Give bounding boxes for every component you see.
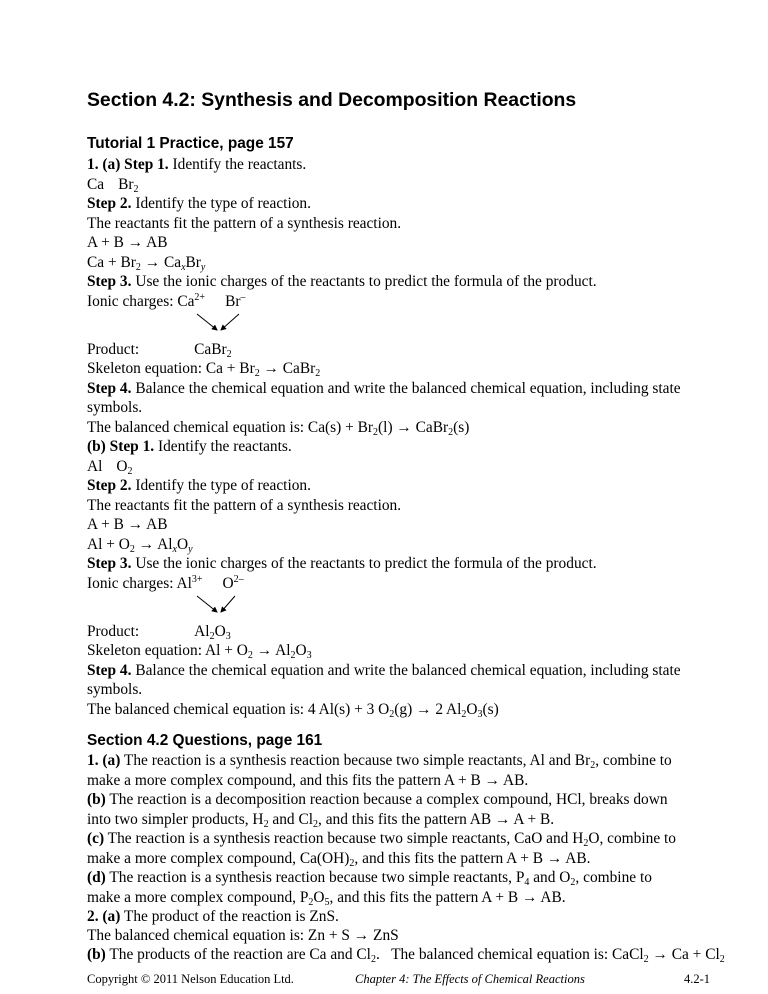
a-pattern-text: The reactants fit the pattern of a synthesis reaction. bbox=[87, 215, 402, 232]
section-title: Section 4.2: Synthesis and Decomposition Reactions bbox=[87, 89, 577, 111]
q2b-label: (b) bbox=[87, 946, 106, 963]
a-charges-line: Ionic charges: $Ca^{2+}$ Br– bbox=[87, 292, 246, 310]
a-step4-line: Step 4. Balance the chemical equation and write the balanced chemical equation, including state bbox=[87, 380, 681, 397]
b-crossover-arrows bbox=[87, 590, 287, 620]
q1d-line2: make a more complex compound, $P_2O_5$, and this fits the pattern A + B → AB. bbox=[87, 889, 566, 908]
b-balanced-line: The balanced chemical equation is: 4 Al(s) + 3 $O_2(g) \to 2$ $Al_2O_3(s)$ bbox=[87, 701, 499, 720]
q2b-text: The products of the reaction are Ca and Cl bbox=[109, 946, 371, 963]
q2a-eq: The balanced chemical equation is: Zn + S → ZnS bbox=[87, 927, 399, 944]
b-general-eq: $Al + O_2 \to Al_xO_y$ bbox=[87, 536, 193, 555]
q1b-line2: into two simpler products, $H_2$ and $Cl_2$, and this fits the pattern AB → A + B. bbox=[87, 811, 555, 830]
a-balanced-line: The balanced chemical equation is: $Ca(s) + Br_2(l)$ → CaBr$_2$(s) bbox=[87, 419, 470, 438]
a-step1-text: Identify the reactants. bbox=[172, 156, 307, 173]
b-product-line: Product: $Al_2O_3$ bbox=[87, 623, 231, 642]
b-pattern-eq: A + B → AB bbox=[87, 516, 168, 533]
page-footer bbox=[87, 972, 711, 990]
a-product-line: Product: CaBr$_2$ bbox=[87, 341, 232, 360]
q2b-block bbox=[87, 945, 725, 965]
q1a-line2: make a more complex compound, and this fits the pattern A + B → AB. bbox=[87, 772, 529, 789]
a-reactant2: Br bbox=[118, 176, 134, 193]
q1c-line2: make a more complex compound, $Ca(OH)_2$, and this fits the pattern A + B → AB. bbox=[87, 850, 591, 869]
questions-heading: Section 4.2 Questions, page 161 bbox=[87, 732, 323, 749]
b-pattern-text: The reactants fit the pattern of a synthesis reaction. bbox=[87, 497, 402, 514]
tutorial-heading: Tutorial 1 Practice, page 157 bbox=[87, 135, 294, 152]
q1a-line1: 1. (a) The reaction is a synthesis reaction because two simple reactants, Al and $Br_2$, combine to bbox=[87, 752, 672, 771]
b-step1-line: (b) Step 1. Identify the reactants. bbox=[87, 438, 292, 455]
a-step3-line: Step 3. Use the ionic charges of the reactants to predict the formula of the product. bbox=[87, 273, 597, 290]
a-crossover-arrows bbox=[87, 308, 287, 338]
footer-chapter: Chapter 4: The Effects of Chemical Reactions bbox=[355, 972, 585, 986]
b-skeleton-line: Skeleton equation: $Al + O_2 \to Al_2O_3$ bbox=[87, 642, 312, 661]
b-reactants-line: Al $O_2$ bbox=[87, 458, 133, 477]
b-charges-line: Ionic charges: $Al^{3+}$ $O^{2-}$ bbox=[87, 574, 244, 592]
b-step2-line: Step 2. Identify the type of reaction. bbox=[87, 477, 311, 494]
footer-copyright: Copyright © 2011 Nelson Education Ltd. bbox=[87, 972, 294, 986]
q2b-line1: (b) The products of the reaction are Ca and $Cl_2$. The balanced chemical equation is: CaCl$_2$ → $Ca + Cl_2$ bbox=[87, 946, 725, 965]
a-q-label: 1. (a) Step 1. bbox=[87, 156, 169, 173]
a-reactant1: Ca bbox=[87, 176, 105, 193]
b-step3-line: Step 3. Use the ionic charges of the reactants to predict the formula of the product. bbox=[87, 555, 597, 572]
b-step4-line2: symbols. bbox=[87, 681, 143, 698]
a-step2-line: Step 2. Identify the type of reaction. bbox=[87, 195, 311, 212]
q1b-line1: (b) The reaction is a decomposition reaction because a complex compound, HCl, breaks down bbox=[87, 791, 668, 808]
q1c-line1: (c) The reaction is a synthesis reaction because two simple reactants, CaO and $H_2O$, combine to bbox=[87, 830, 676, 849]
a-pattern-eq: A + B → AB bbox=[87, 234, 168, 251]
q2a-line1: 2. (a) The product of the reaction is ZnS. bbox=[87, 908, 339, 925]
q2b-eq: The balanced chemical equation is: CaCl bbox=[391, 946, 644, 963]
b-step4-line: Step 4. Balance the chemical equation and write the balanced chemical equation, including state bbox=[87, 662, 681, 679]
q1d-line1: (d) The reaction is a synthesis reaction because two simple reactants, $P_4$ and $O_2$, combine to bbox=[87, 869, 652, 888]
a-reactants-line: Ca $Br_2$ bbox=[87, 176, 139, 195]
footer-page-number: 4.2-1 bbox=[684, 972, 711, 986]
a-general-eq: $Ca + Br_2 \to Ca_xBr_y$ bbox=[87, 254, 206, 273]
a-step4-line2: symbols. bbox=[87, 399, 143, 416]
a-step1-line bbox=[87, 155, 306, 175]
a-skeleton-line: Skeleton equation: $Ca + Br_2$ → CaBr$_2$ bbox=[87, 360, 321, 379]
